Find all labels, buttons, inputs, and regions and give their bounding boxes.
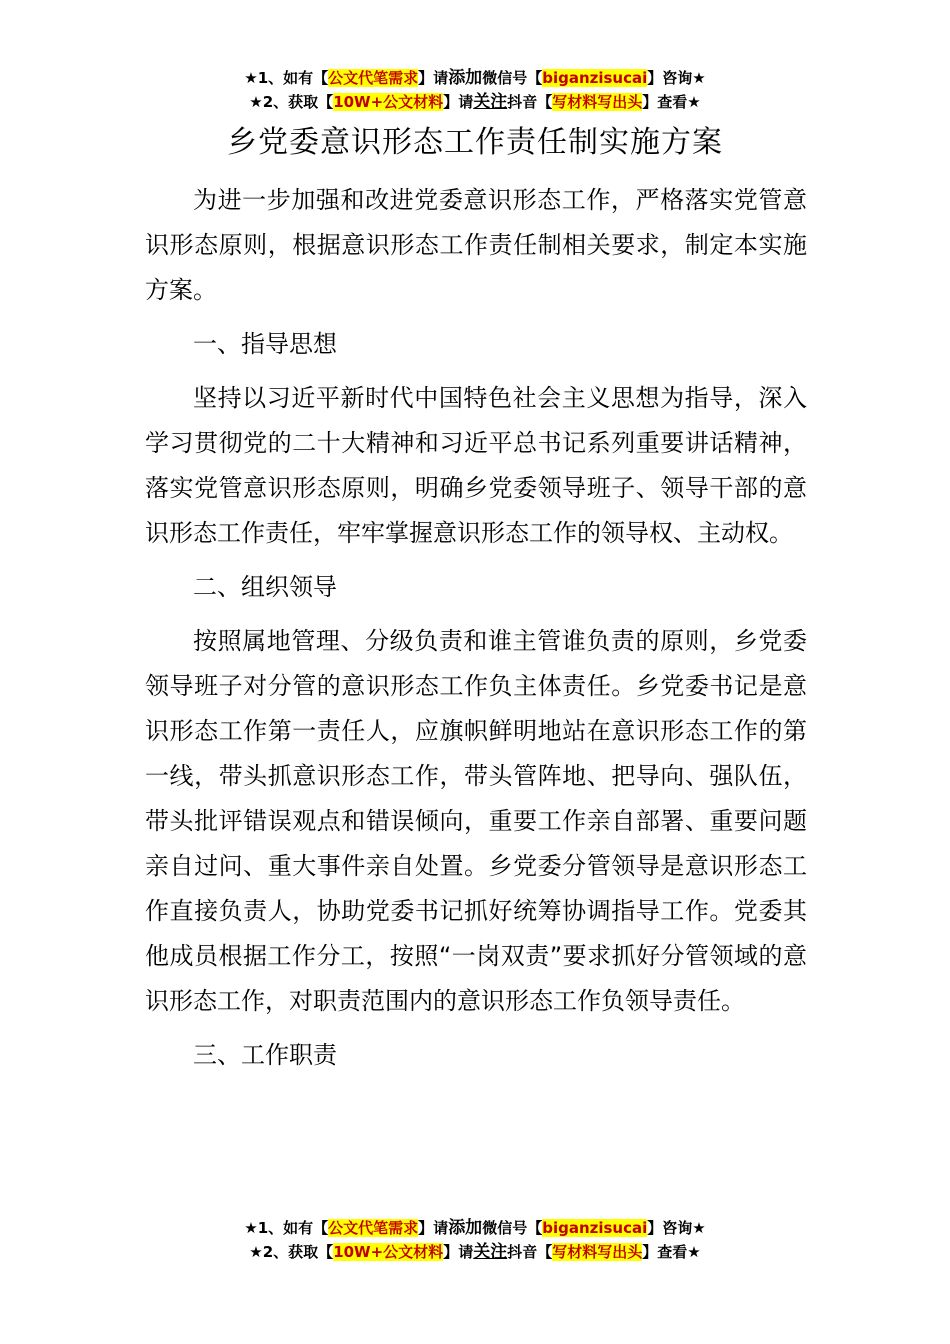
banner-text: 】请 xyxy=(418,1219,449,1237)
banner-line-1 xyxy=(0,66,950,90)
document-title: 乡党委意识形态工作责任制实施方案 xyxy=(227,125,723,160)
banner-highlight: 写材料写出头 xyxy=(552,93,643,111)
banner-text: 】咨询★ xyxy=(647,1219,706,1237)
banner-text: 微信号【 xyxy=(482,69,543,87)
banner-text: ★2、获取【 xyxy=(249,93,334,111)
banner-text: 微信号【 xyxy=(482,1219,543,1237)
banner-text: 】查看★ xyxy=(642,1243,701,1261)
body-paragraph: 坚持以习近平新时代中国特色社会主义思想为指导，深入学习贯彻党的二十大精神和习近平总书记系列重要讲话精神，落实党管意识形态原则，明确乡党委领导班子、领导干部的意识形态工作责任，牢牢掌握意识形态工作的领导权、主动权。 xyxy=(145,384,807,547)
body-paragraph: 为进一步加强和改进党委意识形态工作，严格落实党管意识形态原则，根据意识形态工作责任制相关要求，制定本实施方案。 xyxy=(145,186,807,304)
section-heading: 二、组织领导 xyxy=(193,573,337,601)
footer-banner xyxy=(0,1216,950,1264)
banner-text: 】请 xyxy=(443,93,474,111)
banner-emphasis: 添加 xyxy=(448,1218,483,1238)
banner-emphasis: 关注 xyxy=(473,92,508,112)
banner-highlight: biganzisucai xyxy=(542,1219,648,1237)
banner-text: 抖音【 xyxy=(507,93,553,111)
section-heading: 三、工作职责 xyxy=(193,1041,337,1069)
banner-text: 】请 xyxy=(443,1243,474,1261)
header-banner xyxy=(0,66,950,114)
banner-text: 】查看★ xyxy=(642,93,701,111)
banner-text: ★2、获取【 xyxy=(249,1243,334,1261)
banner-text: 】咨询★ xyxy=(647,69,706,87)
banner-highlight: 写材料写出头 xyxy=(552,1243,643,1261)
banner-emphasis: 添加 xyxy=(448,68,483,88)
banner-text: 】请 xyxy=(418,69,449,87)
document-body xyxy=(145,178,807,1087)
banner-line-1 xyxy=(0,1216,950,1240)
banner-highlight: 公文代笔需求 xyxy=(328,69,419,87)
banner-highlight: 10W+公文材料 xyxy=(333,93,444,111)
section-heading: 一、指导思想 xyxy=(193,330,337,358)
banner-line-2 xyxy=(0,1240,950,1264)
banner-line-2 xyxy=(0,90,950,114)
body-paragraph: 按照属地管理、分级负责和谁主管谁负责的原则，乡党委领导班子对分管的意识形态工作负主体责任。乡党委书记是意识形态工作第一责任人，应旗帜鲜明地站在意识形态工作的第一线，带头抓意识形态工作，带头管阵地、把导向、强队伍，带头批评错误观点和错误倾向，重要工作亲自部署、重要问题亲自过问、重大事件亲自处置。乡党委分管领导是意识形态工作直接负责人，协助党委书记抓好统筹协调指导工作。党委其他成员根据工作分工，按照“一岗双责”要求抓好分管领域的意识形态工作，对职责范围内的意识形态工作负领导责任。 xyxy=(145,627,807,1015)
banner-text: 抖音【 xyxy=(507,1243,553,1261)
banner-emphasis: 关注 xyxy=(473,1242,508,1262)
banner-highlight: biganzisucai xyxy=(542,69,648,87)
banner-text: ★1、如有【 xyxy=(244,1219,329,1237)
banner-text: ★1、如有【 xyxy=(244,69,329,87)
banner-highlight: 10W+公文材料 xyxy=(333,1243,444,1261)
banner-highlight: 公文代笔需求 xyxy=(328,1219,419,1237)
